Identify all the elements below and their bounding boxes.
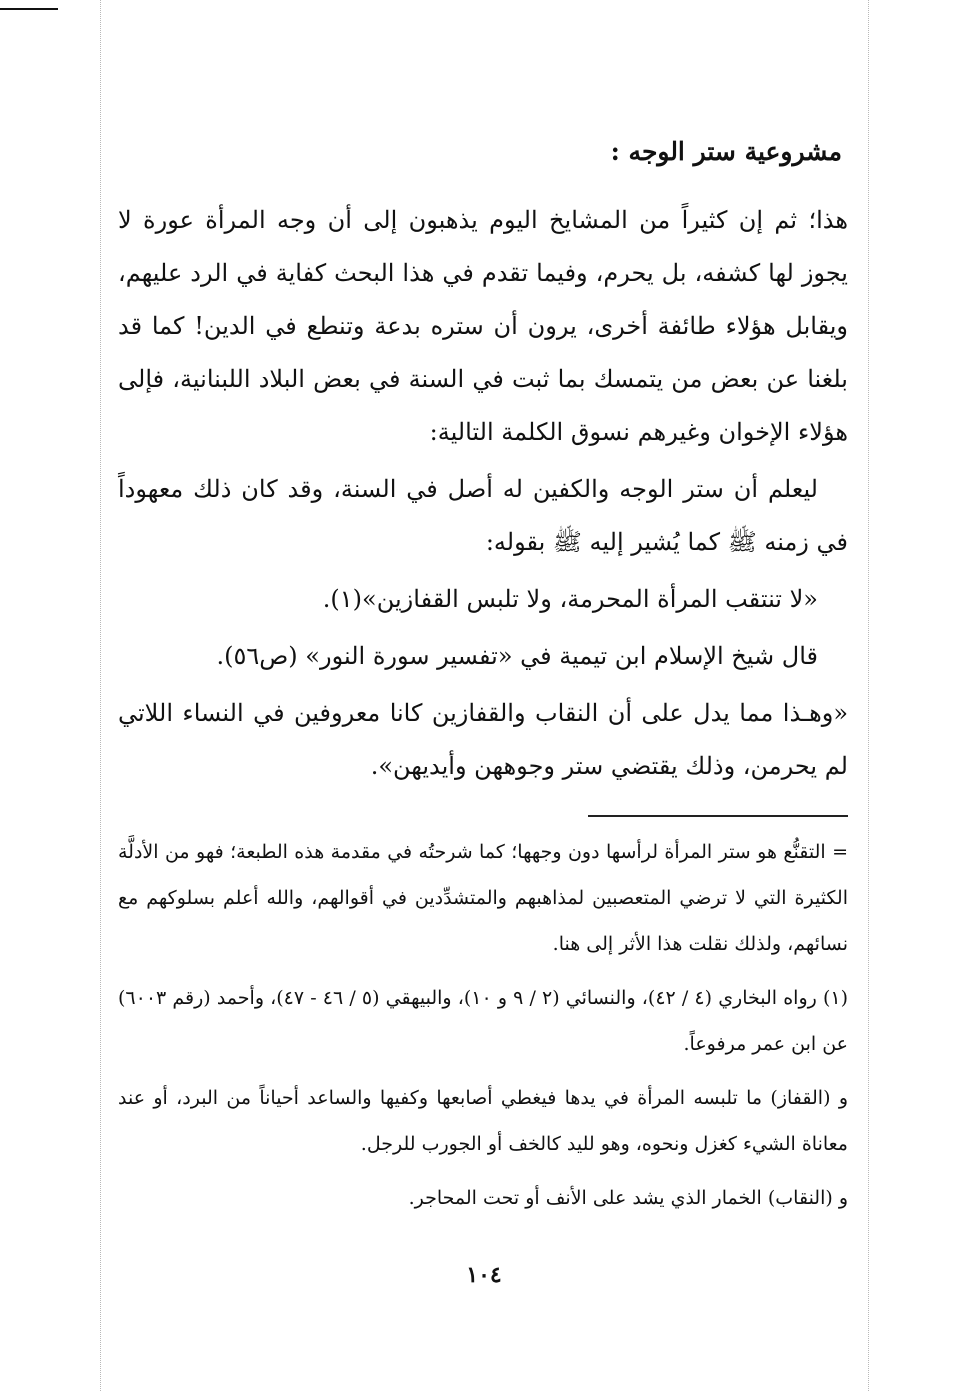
footnote-item: (١) رواه البخاري (٤ / ٤٢)، والنسائي (٢ / ٩ و ١٠)، والبيهقي (٥ / ٤٦ - ٤٧)، وأحمد (رقم ٦٠٠٣) عن ابن عمر مرفوعاً. — [118, 987, 848, 1055]
main-text — [118, 132, 848, 1221]
footnote-item: = التقنُّع هو ستر المرأة لرأسها دون وجهها؛ كما شرحتُه في مقدمة هذه الطبعة؛ فهو من الأدلَّة الكثيرة التي لا ترضي المتعصبين لمذاهبهم والمتشدِّدين في أقوالهم، والله أعلم بسلوكهم مع نسائهم، ولذلك نقلت هذا الأثر إلى هنا. — [118, 841, 848, 955]
body-paragraph: ليعلم أن ستر الوجه والكفين له أصل في السنة، وقد كان ذلك معهوداً في زمنه ﷺ كما يُشير إليه ﷺ بقوله: — [118, 475, 848, 556]
page-number: ١٠٤ — [466, 1262, 502, 1288]
body-paragraph: هذا؛ ثم إن كثيراً من المشايخ اليوم يذهبون إلى أن وجه المرأة عورة لا يجوز لها كشفه، بل يحرم، وفيما تقدم في هذا البحث كفاية في الرد عليهم، ويقابل هؤلاء طائفة أخرى، يرون أن ستره بدعة وتنطع في الدين! كما قد بلغنا عن بعض من يتمسك بما ثبت في السنة في بعض البلاد اللبنانية، فإلى هؤلاء الإخوان وغيرهم نسوق الكلمة التالية: — [118, 206, 848, 446]
citation-paragraph: قال شيخ الإسلام ابن تيمية في «تفسير سورة النور» (ص٥٦). — [216, 642, 818, 670]
footnote-item: و (القفاز) ما تلبسه المرأة في يدها فيغطي أصابعها وكفيها والساعد أحياناً من البرد، أو عند معاناة الشيء كغزل ونحوه، وهو لليد كالخف أو الجورب للرجل. — [118, 1087, 848, 1155]
corner-rule — [0, 8, 58, 10]
footnotes — [118, 829, 848, 1221]
scan-dotted-guide — [100, 0, 101, 1391]
section-heading: مشروعية ستر الوجه : — [610, 137, 842, 166]
hadith-quote: «لا تنتقب المرأة المحرمة، ولا تلبس القفازين»(١). — [322, 585, 818, 613]
scan-dotted-guide — [868, 0, 869, 1391]
footnote-item: و (النقاب) الخمار الذي يشد على الأنف أو تحت المحاجر. — [408, 1187, 848, 1209]
footnote-separator — [588, 815, 848, 817]
quote-paragraph: «وهـذا مما يدل على أن النقاب والقفازين كانا معروفين في النساء اللاتي لم يحرمن، وذلك يقتضي ستر وجوههن وأيديهن». — [118, 699, 848, 780]
